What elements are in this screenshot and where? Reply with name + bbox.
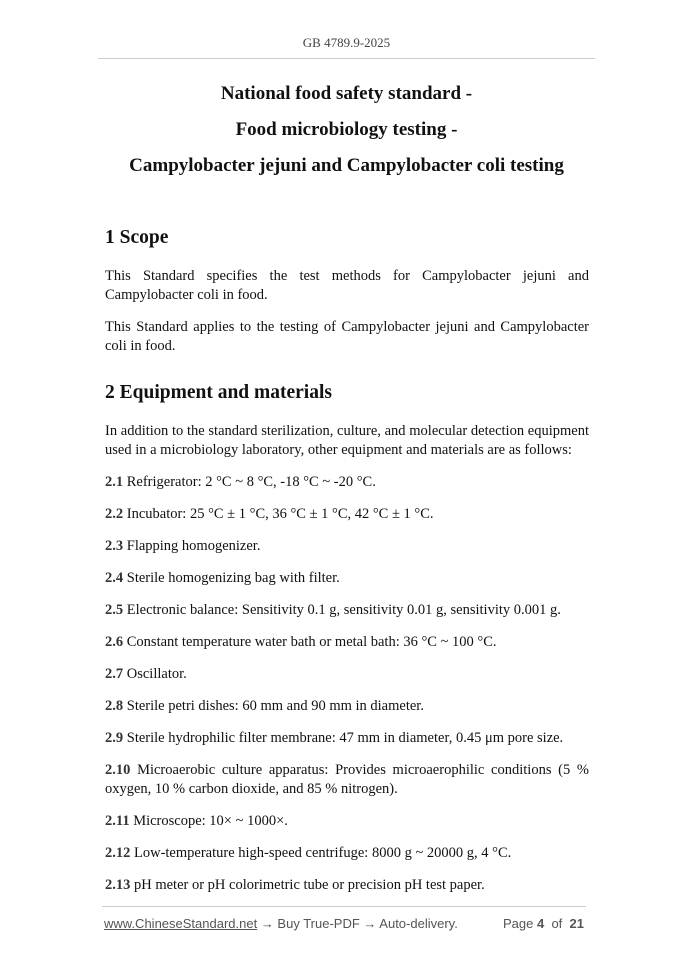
item-number: 2.13 <box>105 877 131 893</box>
item-text: Sterile hydrophilic filter membrane: 47 mm in diameter, 0.45 μm pore size. <box>126 730 564 746</box>
item-text: Constant temperature water bath or metal bath: 36 °C ~ 100 °C. <box>126 634 497 650</box>
item-text: Oscillator. <box>126 666 187 682</box>
equipment-item <box>105 844 589 863</box>
item-text: Microscope: 10× ~ 1000×. <box>133 813 288 829</box>
item-number: 2.2 <box>105 506 124 522</box>
item-text: Electronic balance: Sensitivity 0.1 g, sensitivity 0.01 g, sensitivity 0.001 g. <box>126 602 561 618</box>
equipment-item <box>105 633 589 652</box>
item-text: Sterile homogenizing bag with filter. <box>126 570 340 586</box>
equipment-heading: 2 Equipment and materials <box>105 382 332 403</box>
item-number: 2.6 <box>105 634 124 650</box>
item-number: 2.9 <box>105 730 124 746</box>
item-text: Refrigerator: 2 °C ~ 8 °C, -18 °C ~ -20 °C. <box>126 474 376 490</box>
item-number: 2.1 <box>105 474 124 490</box>
equipment-item <box>105 601 589 620</box>
page-header: GB 4789.9-2025 <box>302 35 391 50</box>
item-number: 2.12 <box>105 845 131 861</box>
item-number: 2.3 <box>105 538 124 554</box>
current-page: 4 <box>536 916 545 931</box>
item-text: Low-temperature high-speed centrifuge: 8000 g ~ 20000 g, 4 °C. <box>134 845 512 861</box>
equipment-item <box>105 812 589 831</box>
footer-divider <box>102 906 586 907</box>
item-number: 2.8 <box>105 698 124 714</box>
item-text: Sterile petri dishes: 60 mm and 90 mm in diameter. <box>126 698 424 714</box>
equipment-list <box>105 473 589 895</box>
page-label: Page <box>502 916 534 931</box>
title-line-1: National food safety standard - <box>220 83 473 104</box>
item-number: 2.10 <box>105 762 131 778</box>
equipment-item <box>105 665 589 684</box>
equipment-item <box>105 761 589 799</box>
page-number <box>503 916 584 931</box>
equipment-item <box>105 729 589 748</box>
equipment-item <box>105 473 589 492</box>
equipment-item <box>105 697 589 716</box>
item-text: Microaerobic culture apparatus: Provides microaerophilic conditions (5 % oxygen, 10 % carbon dioxide, and 85 % nitrogen). <box>105 762 590 797</box>
header-divider <box>98 58 595 59</box>
page-footer <box>104 916 584 931</box>
equipment-item <box>105 537 589 556</box>
scope-heading: 1 Scope <box>105 227 169 248</box>
equipment-item <box>105 876 589 895</box>
website-link[interactable]: www.ChineseStandard.net <box>104 916 258 931</box>
item-text: pH meter or pH colorimetric tube or precision pH test paper. <box>134 877 485 893</box>
title-line-2: Food microbiology testing - <box>235 119 458 140</box>
total-pages: 21 <box>569 916 584 931</box>
scope-paragraph: This Standard applies to the testing of Campylobacter jejuni and Campylobacter coli in food. <box>105 319 589 354</box>
item-number: 2.4 <box>105 570 124 586</box>
item-number: 2.11 <box>105 813 130 829</box>
equipment-intro: In addition to the standard sterilization, culture, and molecular detection equipment used in a microbiology laboratory, other equipment and materials are as follows: <box>105 423 589 458</box>
scope-paragraph: This Standard specifies the test methods for Campylobacter jejuni and Campylobacter coli in food. <box>105 268 589 303</box>
title-line-3: Campylobacter jejuni and Campylobacter coli testing <box>129 155 564 176</box>
equipment-item <box>105 569 589 588</box>
item-number: 2.7 <box>105 666 124 682</box>
document-body <box>105 226 589 908</box>
item-text: Flapping homogenizer. <box>126 538 261 554</box>
equipment-item <box>105 505 589 524</box>
item-text: Incubator: 25 °C ± 1 °C, 36 °C ± 1 °C, 42 °C ± 1 °C. <box>126 506 434 522</box>
footer-tagline: → Buy True-PDF → Auto-delivery. <box>257 916 458 931</box>
of-label: of <box>551 916 563 931</box>
item-number: 2.5 <box>105 602 124 618</box>
